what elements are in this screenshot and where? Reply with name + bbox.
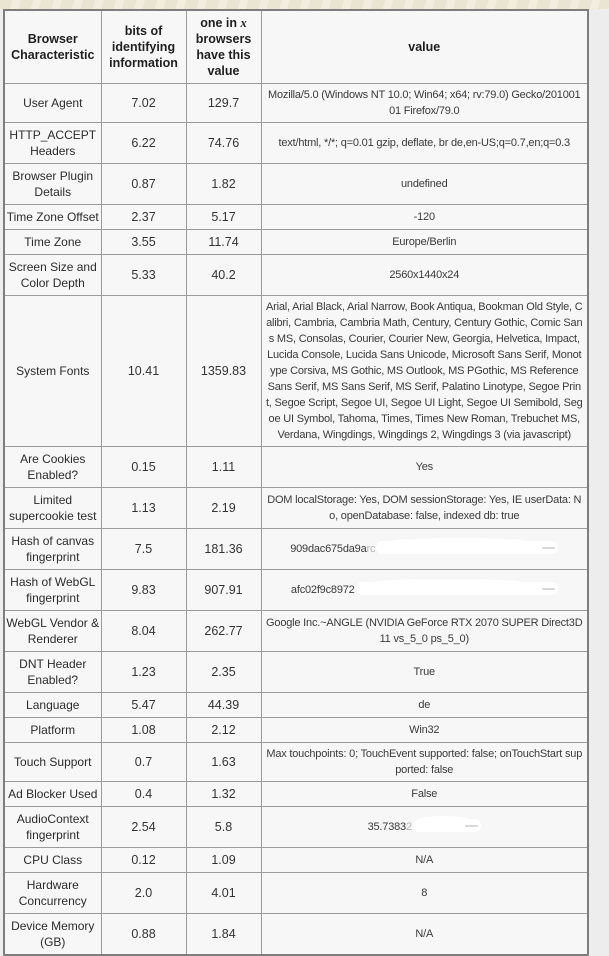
row-webgl-vendor-renderer [4,611,588,652]
cell-bits: 2.37 [101,205,186,230]
cell-one-in-x: 40.2 [186,255,261,296]
cell-one-in-x: 5.8 [186,807,261,848]
cell-bits: 2.0 [101,873,186,914]
row-screen-size-and-color-depth [4,255,588,296]
cell-value [261,529,588,570]
cell-characteristic: System Fonts [4,296,101,447]
cell-one-in-x: 1.82 [186,164,261,205]
cell-bits: 0.4 [101,782,186,807]
cell-characteristic: Ad Blocker Used [4,782,101,807]
cell-one-in-x: 262.77 [186,611,261,652]
row-are-cookies-enabled [4,447,588,488]
cell-value: Arial, Arial Black, Arial Narrow, Book Antiqua, Bookman Old Style, Calibri, Cambria, Cambria Math, Century, Century Gothic, Comic Sans MS, Consolas, Courier, Courier New, Georgia, Helvetica, Impact, Lucida Console, Lucida Sans Unicode, Microsoft Sans Serif, Monotype Corsiva, MS Gothic, MS Outlook, MS PGothic, MS Reference Sans Serif, MS Sans Serif, MS Serif, Palatino Linotype, Segoe Print, Segoe Script, Segoe UI, Segoe UI Light, Segoe UI Semibold, Segoe UI Symbol, Tahoma, Times, Times New Roman, Trebuchet MS, Verdana, Wingdings, Wingdings 2, Wingdings 3 (via javascript) [261,296,588,447]
cell-one-in-x: 11.74 [186,230,261,255]
redaction-remnant-text: rc [366,543,376,555]
cell-value: N/A [261,848,588,873]
header-bits-of-identifying-information: bits of identifying information [101,10,186,84]
cell-one-in-x: 2.19 [186,488,261,529]
row-hardware-concurrency [4,873,588,914]
cell-bits: 0.88 [101,914,186,956]
cell-bits: 1.08 [101,718,186,743]
row-hash-of-webgl-fingerprint [4,570,588,611]
cell-bits: 10.41 [101,296,186,447]
fingerprint-results-table [3,9,589,956]
cell-characteristic: Device Memory (GB) [4,914,101,956]
cell-value: -120 [261,205,588,230]
cell-value: Mozilla/5.0 (Windows NT 10.0; Win64; x64; rv:79.0) Gecko/20100101 Firefox/79.0 [261,84,588,123]
cell-value: False [261,782,588,807]
cell-characteristic: Hash of canvas fingerprint [4,529,101,570]
x-variable: x [240,16,247,30]
cell-one-in-x: 181.36 [186,529,261,570]
cell-one-in-x: 1.09 [186,848,261,873]
cell-one-in-x: 74.76 [186,123,261,164]
row-device-memory-gb [4,914,588,956]
header-browser-characteristic: Browser Characteristic [4,10,101,84]
cell-characteristic: Limited supercookie test [4,488,101,529]
cell-one-in-x: 1.84 [186,914,261,956]
row-system-fonts [4,296,588,447]
cell-bits: 1.13 [101,488,186,529]
cell-value [261,570,588,611]
row-time-zone [4,230,588,255]
cell-bits: 7.5 [101,529,186,570]
hash-visible-text: 35.7383 [367,821,406,833]
header-one-in-x-browsers: one in x browsers have this value [186,10,261,84]
hash-visible-text: 909dac675da9a [290,543,367,555]
cell-value: Max touchpoints: 0; TouchEvent supported: false; onTouchStart supported: false [261,743,588,782]
cell-characteristic: Time Zone Offset [4,205,101,230]
cell-value: DOM localStorage: Yes, DOM sessionStorage: Yes, IE userData: No, openDatabase: false, indexed db: true [261,488,588,529]
row-dnt-header-enabled [4,652,588,693]
cell-one-in-x: 1.11 [186,447,261,488]
redaction-scribble [356,582,558,595]
cell-bits: 8.04 [101,611,186,652]
cell-characteristic: HTTP_ACCEPT Headers [4,123,101,164]
cell-characteristic: Platform [4,718,101,743]
cell-one-in-x: 2.35 [186,652,261,693]
cell-bits: 0.15 [101,447,186,488]
cell-value: Win32 [261,718,588,743]
table-header-row [4,10,588,84]
row-cpu-class [4,848,588,873]
row-time-zone-offset [4,205,588,230]
cell-one-in-x: 5.17 [186,205,261,230]
hash-visible-text: afc02f9c8972 [290,584,355,596]
cell-bits: 6.22 [101,123,186,164]
cell-characteristic: Time Zone [4,230,101,255]
cell-one-in-x: 4.01 [186,873,261,914]
cell-value: de [261,693,588,718]
redaction-remnant-text: 2 [405,821,412,833]
row-limited-supercookie-test [4,488,588,529]
cell-bits: 9.83 [101,570,186,611]
cell-bits: 3.55 [101,230,186,255]
redaction-scribble [413,819,481,832]
row-browser-plugin-details [4,164,588,205]
cell-value: 2560x1440x24 [261,255,588,296]
cell-one-in-x: 1.32 [186,782,261,807]
cell-one-in-x: 2.12 [186,718,261,743]
cell-characteristic: DNT Header Enabled? [4,652,101,693]
row-user-agent [4,84,588,123]
cell-value: 8 [261,873,588,914]
cell-value: Google Inc.~ANGLE (NVIDIA GeForce RTX 2070 SUPER Direct3D11 vs_5_0 ps_5_0) [261,611,588,652]
cell-value: text/html, */*; q=0.01 gzip, deflate, br de,en-US;q=0.7,en;q=0.3 [261,123,588,164]
cell-one-in-x: 44.39 [186,693,261,718]
cell-characteristic: Screen Size and Color Depth [4,255,101,296]
row-ad-blocker-used [4,782,588,807]
header-value: value [261,10,588,84]
cell-one-in-x: 1359.83 [186,296,261,447]
cell-bits: 2.54 [101,807,186,848]
row-language [4,693,588,718]
redaction-scribble [376,541,558,554]
cell-value: N/A [261,914,588,956]
cell-characteristic: Touch Support [4,743,101,782]
cell-characteristic: Hardware Concurrency [4,873,101,914]
cell-value: True [261,652,588,693]
cell-one-in-x: 1.63 [186,743,261,782]
cell-one-in-x: 907.91 [186,570,261,611]
cell-bits: 0.12 [101,848,186,873]
cell-one-in-x: 129.7 [186,84,261,123]
row-platform [4,718,588,743]
cell-value: Yes [261,447,588,488]
cell-bits: 7.02 [101,84,186,123]
cell-characteristic: User Agent [4,84,101,123]
cell-value: Europe/Berlin [261,230,588,255]
cell-characteristic: WebGL Vendor & Renderer [4,611,101,652]
row-http-accept-headers [4,123,588,164]
row-audiocontext-fingerprint [4,807,588,848]
cell-value: undefined [261,164,588,205]
cell-characteristic: Are Cookies Enabled? [4,447,101,488]
cell-characteristic: Browser Plugin Details [4,164,101,205]
row-touch-support [4,743,588,782]
page-background-band [0,0,609,9]
cell-bits: 5.33 [101,255,186,296]
cell-value [261,807,588,848]
cell-characteristic: Language [4,693,101,718]
row-hash-of-canvas-fingerprint [4,529,588,570]
cell-characteristic: Hash of WebGL fingerprint [4,570,101,611]
cell-characteristic: AudioContext fingerprint [4,807,101,848]
cell-characteristic: CPU Class [4,848,101,873]
cell-bits: 0.7 [101,743,186,782]
cell-bits: 0.87 [101,164,186,205]
cell-bits: 1.23 [101,652,186,693]
cell-bits: 5.47 [101,693,186,718]
